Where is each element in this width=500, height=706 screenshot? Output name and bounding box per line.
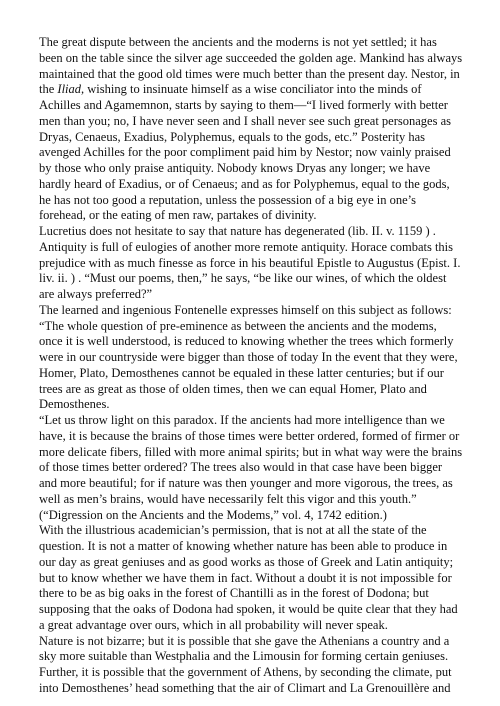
italic-title-iliad: Iliad, — [57, 82, 85, 97]
paragraph-academician: With the illustrious academician’s permission, that is not at all the state of the question. It is not a matter of knowing whether nature has been able to produce in our day as great geniuses and as good works as those of Greek and Latin antiquity; but to know whether we have them in fact. Without a doubt it is not impossible for there to be as big oaks in the forest of Chantilli as in the forest of Dodona; but supposing that the oaks of Dodona had spoken, it would be quite clear that they had a great advantage over ours, which in all probability will never speak. — [39, 523, 458, 632]
paragraph-paradox-quote: “Let us throw light on this paradox. If the ancients had more intelligence than we have, it is because the brains of those times were better ordered, formed of firmer or more delicate fibers, filled with more animal spirits; but in what way were the brains of those times better ordered? The trees also would in that case have been bigger and more beautiful; for if nature was then younger and more vigorous, the trees, as well as men’s brains, would have necessarily felt this vigor and this youth.” (“Digression on the Ancients and the Modems,” vol. 4, 1742 edition.) — [39, 413, 463, 522]
paragraph-text: wishing to insinuate himself as a wise conciliator into the minds of Achilles and Agamemnon, starts by saying to them—“I lived formerly with better men than you; no, I have never seen and I shall never see such great personages as Dryas, Cenaeus, Exadius, Polyphemus, equals to the gods, etc.” Posterity has avenged Achilles for the poor compliment paid him by Nestor; now vainly praised by those who only praise antiquity. Nobody knows Dryas any longer; we have hardly heard of Exadius, or of Cenaeus; and as for Polyphemus, equal to the gods, he has not too good a reputation, unless the possession of a big eye in one’s forehead, or the eating of men raw, partakes of divinity. — [39, 82, 451, 223]
paragraph-text: The great dispute between the ancients and the moderns is not yet settled; it has been on the table since the silver age succeeded the golden age. Mankind has always maintained that the good old times were much better than the present day. Nestor, in the — [39, 35, 463, 97]
paragraph-fontenelle: The learned and ingenious Fontenelle expresses himself on this subject as follows: “The whole question of pre-eminence as between the ancients and the modems, once it is well understood, is reduced to knowing whether the trees which formerly were in our countryside were bigger than those of today In the event that they were, Homer, Plato, Demosthenes cannot be equaled in these latter centuries; but if our trees are as great as those of olden times, then we can equal Homer, Plato and Demosthenes. — [39, 302, 458, 412]
document-page — [39, 35, 463, 697]
paragraph-lucretius: Lucretius does not hesitate to say that nature has degenerated (lib. II. v. 1159 ) . Antiquity is full of eulogies of another more remote antiquity. Horace combats this prejudice with as much finesse as force in his beautiful Epistle to Augustus (Epist. I. liv. ii. ) . “Must our poems, then,” he says, “be like our wines, of which the oldest are always preferred?” — [39, 224, 461, 301]
paragraph-nestor — [39, 35, 463, 224]
paragraph-nature: Nature is not bizarre; but it is possible that she gave the Athenians a country and a sky more suitable than Westphalia and the Limousin for forming certain geniuses. Further, it is possible that the government of Athens, by seconding the climate, put into Demosthenes’ head something that the air of Climart and La Grenouillère and — [39, 633, 452, 695]
